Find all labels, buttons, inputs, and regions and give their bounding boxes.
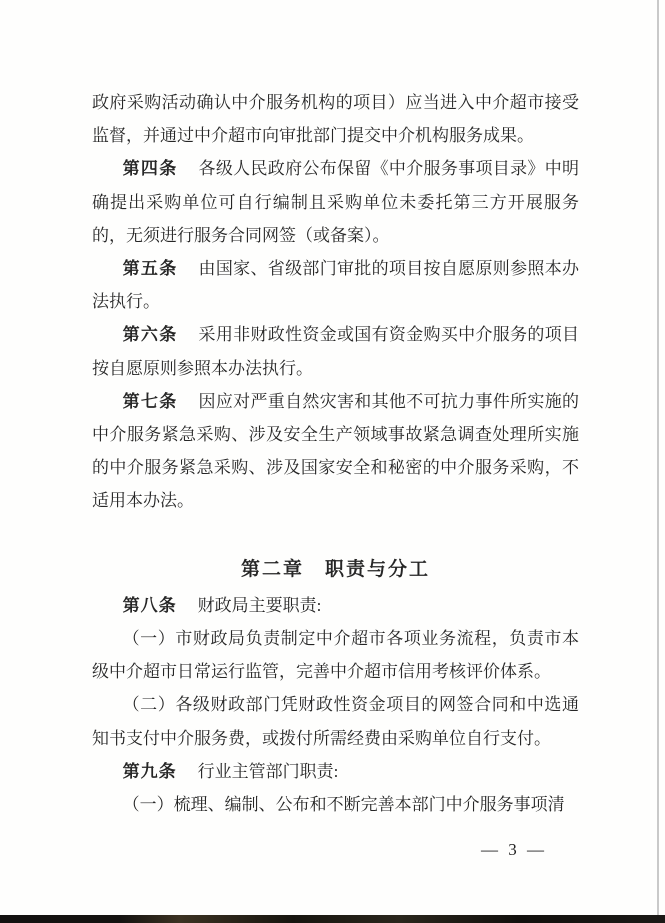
paragraph-text: （一）市财政局负责制定中介超市各项业务流程，负责市本级中介超市日常运行监管，完善中介超市信用考核评价体系。: [92, 629, 579, 682]
article-number-label: 第五条: [122, 259, 178, 279]
scan-edge-right: [657, 0, 659, 923]
article-number-label: 第六条: [122, 325, 178, 345]
paragraph-text: 第二章 职责与分工: [240, 558, 430, 580]
article-number-label: 第七条: [122, 391, 178, 411]
paragraph: [92, 788, 579, 821]
page-number: — 3 —: [481, 840, 547, 859]
paragraph-text: 由国家、省级部门审批的项目按自愿原则参照本办法执行。: [92, 259, 580, 312]
paragraph-text: 因应对严重自然灾害和其他不可抗力事件所实施的中介服务紧急采购、涉及安全生产领域事故紧急调查处理所实施的中介服务紧急采购、涉及国家安全和秘密的中介服务采购，不适用本办法。: [92, 391, 580, 511]
paragraph-text: （二）各级财政部门凭财政性资金项目的网签合同和中选通知书支付中介服务费，或拨付所需经费由采购单位自行支付。: [92, 695, 579, 748]
paragraph: [92, 252, 579, 318]
paragraph: [92, 622, 579, 688]
article-number-label: 第九条: [122, 761, 177, 781]
paragraph: [92, 152, 579, 252]
paragraph-text: （一）梳理、编制、公布和不断完善本部门中介服务事项清: [122, 795, 565, 815]
paragraph: [92, 589, 579, 622]
paragraph-text: 采用非财政性资金或国有资金购买中介服务的项目按自愿原则参照本办法执行。: [92, 325, 580, 378]
chapter-heading: [92, 553, 579, 586]
paragraph-text: 财政局主要职责:: [197, 595, 322, 615]
article-number-label: 第八条: [122, 595, 177, 615]
document-body: [92, 86, 579, 821]
paragraph-text: 行业主管部门职责:: [197, 761, 339, 781]
paragraph: [92, 688, 579, 754]
paragraph-text: 政府采购活动确认中介服务机构的项目）应当进入中介超市接受监督，并通过中介超市向审批部门提交中介机构服务成果。: [92, 93, 579, 146]
paragraph: [92, 86, 579, 152]
paragraph: [92, 385, 579, 518]
paragraph-text: 各级人民政府公布保留《中介服务事项目录》中明确提出采购单位可自行编制且采购单位未委托第三方开展服务的，无须进行服务合同网签（或备案）。: [92, 159, 580, 245]
paragraph: [92, 755, 579, 788]
article-number-label: 第四条: [122, 159, 178, 179]
scan-edge-bottom: [0, 915, 665, 923]
paragraph: [92, 318, 579, 384]
